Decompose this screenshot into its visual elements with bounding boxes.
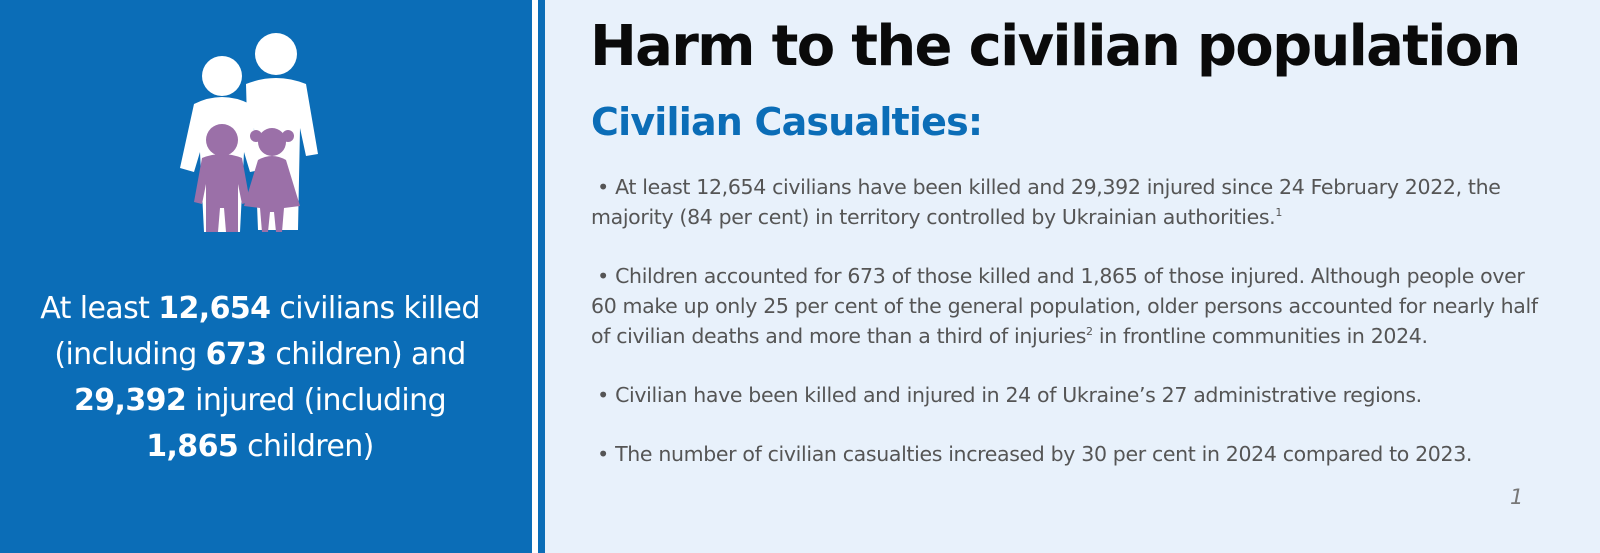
bullet-marker: • <box>597 442 609 466</box>
panel-divider-line <box>538 0 545 553</box>
bullet-text: in frontline communities in 2024. <box>1092 324 1428 348</box>
injured-count: 29,392 <box>73 383 187 418</box>
bullet-item <box>591 439 1541 469</box>
bullet-marker: • <box>597 264 609 288</box>
bullet-text: At least 12,654 civilians have been killed and 29,392 injured since 24 February 2022, the majority (84 per cent) in territory controlled by Ukrainian authorities. <box>591 175 1501 229</box>
bullet-item <box>591 380 1541 410</box>
summary-text: children) <box>247 429 374 464</box>
children-killed-count: 673 <box>205 337 267 372</box>
killed-count: 12,654 <box>158 291 271 326</box>
bullet-marker: • <box>597 383 609 407</box>
page-number: 1 <box>1510 485 1524 509</box>
casualty-summary <box>10 286 510 470</box>
footnote-ref[interactable]: 1 <box>1275 206 1283 220</box>
bullet-text: Children accounted for 673 of those killed and 1,865 of those injured. Although people over 60 make up only 25 per cent of the general population, older persons accounted for nearly half of civilian deaths and more than a third of injuries <box>591 264 1538 348</box>
left-panel <box>0 0 532 553</box>
section-heading: Civilian Casualties: <box>591 100 983 144</box>
summary-text: (including <box>54 337 197 372</box>
bullet-item <box>591 172 1541 232</box>
page-title: Harm to the civilian population <box>590 14 1520 79</box>
bullet-marker: • <box>597 175 609 199</box>
summary-text: At least <box>40 291 150 326</box>
summary-text: injured (including <box>195 383 447 418</box>
children-injured-count: 1,865 <box>146 429 239 464</box>
bullet-text: The number of civilian casualties increased by 30 per cent in 2024 compared to 2023. <box>615 442 1473 466</box>
bullet-item <box>591 261 1541 351</box>
summary-text: children) and <box>275 337 466 372</box>
footnote-ref[interactable]: 2 <box>1086 325 1093 339</box>
family-icon <box>172 32 332 242</box>
summary-text: civilians killed <box>279 291 480 326</box>
bullet-text: Civilian have been killed and injured in 24 of Ukraine’s 27 administrative regions. <box>615 383 1422 407</box>
